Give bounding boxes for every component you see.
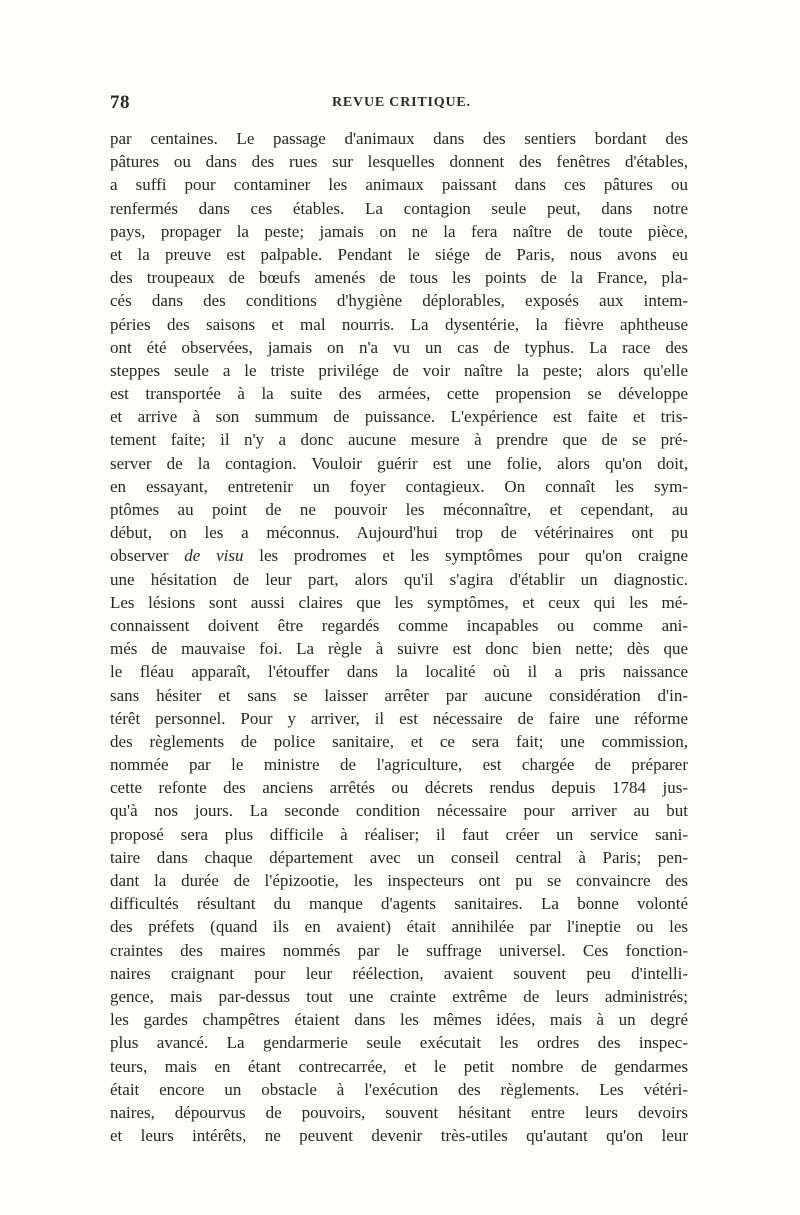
text-line: steppes seule a le triste privilége de voir naître la peste; alors qu'elle bbox=[110, 360, 688, 380]
running-title: REVUE CRITIQUE. bbox=[332, 95, 471, 110]
text-line: péries des saisons et mal nourris. La dysentérie, la fièvre aphtheuse bbox=[110, 314, 688, 334]
text-line: et leurs intérêts, ne peuvent devenir très-utiles qu'autant qu'on leur bbox=[110, 1126, 688, 1146]
text-line: teurs, mais en étant contrecarrée, et le petit nombre de gendarmes bbox=[110, 1056, 688, 1076]
text-line: proposé sera plus difficile à réaliser; il faut créer un service sani- bbox=[110, 824, 688, 844]
text-line: et la preuve est palpable. Pendant le siége de Paris, nous avons eu bbox=[110, 244, 688, 264]
text-line: des préfets (quand ils en avaient) était annihilée par l'ineptie ou les bbox=[110, 917, 688, 937]
text-line: connaissent doivent être regardés comme incapables ou comme ani- bbox=[110, 615, 688, 635]
text-line: a suffi pour contaminer les animaux paissant dans ces pâtures ou bbox=[110, 175, 688, 195]
text-line: les gardes champêtres étaient dans les mêmes idées, mais à un degré bbox=[110, 1010, 688, 1030]
running-head bbox=[110, 92, 688, 122]
text-line: était encore un obstacle à l'exécution des règlements. Les vétéri- bbox=[110, 1079, 688, 1099]
text-line: tement faite; il n'y a donc aucune mesure à prendre que de se pré- bbox=[110, 430, 688, 450]
text-line: des troupeaux de bœufs amenés de tous les points de la France, pla- bbox=[110, 268, 688, 288]
text-line: ptômes au point de ne pouvoir les méconnaître, et cependant, au bbox=[110, 500, 688, 519]
text-line: naires craignant pour leur réélection, avaient souvent peu d'intelli- bbox=[110, 963, 688, 983]
text-line: ont été observées, jamais on n'a vu un cas de typhus. La race des bbox=[110, 337, 688, 357]
text-line: dant la durée de l'épizootie, les inspecteurs ont pu se convaincre des bbox=[110, 871, 688, 890]
text-line: renfermés dans ces étables. La contagion seule peut, dans notre bbox=[110, 198, 688, 218]
text-line: més de mauvaise foi. La règle à suivre est donc bien nette; dès que bbox=[110, 639, 688, 659]
text-line: des règlements de police sanitaire, et ce sera fait; une commission, bbox=[110, 731, 688, 751]
text-line: pays, propager la peste; jamais on ne la fera naître de toute pièce, bbox=[110, 221, 688, 241]
text-line: début, on les a méconnus. Aujourd'hui trop de vétérinaires ont pu bbox=[110, 523, 688, 543]
text-line: nommée par le ministre de l'agriculture, est chargée de préparer bbox=[110, 755, 688, 775]
text-line: est transportée à la suite des armées, cette propension se développe bbox=[110, 384, 688, 404]
text-line: Les lésions sont aussi claires que les symptômes, et ceux qui les mé- bbox=[110, 592, 688, 612]
text-line: par centaines. Le passage d'animaux dans des sentiers bordant des bbox=[110, 129, 688, 148]
text-line: cés dans des conditions d'hygiène déplorables, exposés aux intem- bbox=[110, 291, 688, 311]
text-line: qu'à nos jours. La seconde condition nécessaire pour arriver au but bbox=[110, 801, 688, 821]
text-line: plus avancé. La gendarmerie seule exécutait les ordres des inspec- bbox=[110, 1033, 688, 1053]
page-number: 78 bbox=[110, 92, 130, 113]
body-text bbox=[110, 127, 688, 1147]
text-line: craintes des maires nommés par le suffrage universel. Ces fonction- bbox=[110, 940, 688, 960]
text-line: une hésitation de leur part, alors qu'il s'agira d'établir un diagnostic. bbox=[110, 569, 688, 589]
text-line: taire dans chaque département avec un conseil central à Paris; pen- bbox=[110, 847, 688, 867]
text-line: cette refonte des anciens arrêtés ou décrets rendus depuis 1784 jus- bbox=[110, 778, 688, 798]
text-line: et arrive à son summum de puissance. L'expérience est faite et tris- bbox=[110, 407, 688, 427]
text-line: gence, mais par-dessus tout une crainte extrême de leurs administrés; bbox=[110, 986, 688, 1006]
text-line: le fléau apparaît, l'étouffer dans la localité où il a pris naissance bbox=[110, 662, 688, 682]
text-line: pâtures ou dans des rues sur lesquelles donnent des fenêtres d'étables, bbox=[110, 152, 688, 172]
text-line: térêt personnel. Pour y arriver, il est nécessaire de faire une réforme bbox=[110, 708, 688, 728]
text-line: server de la contagion. Vouloir guérir est une folie, alors qu'on doit, bbox=[110, 453, 688, 473]
text-line: naires, dépourvus de pouvoirs, souvent hésitant entre leurs devoirs bbox=[110, 1102, 688, 1122]
text-line: sans hésiter et sans se laisser arrêter par aucune considération d'in- bbox=[110, 685, 688, 705]
text-line: observer de visu les prodromes et les symptômes pour qu'on craigne bbox=[110, 546, 688, 566]
text-line: en essayant, entretenir un foyer contagieux. On connaît les sym- bbox=[110, 476, 688, 496]
text-line: difficultés résultant du manque d'agents sanitaires. La bonne volonté bbox=[110, 894, 688, 914]
